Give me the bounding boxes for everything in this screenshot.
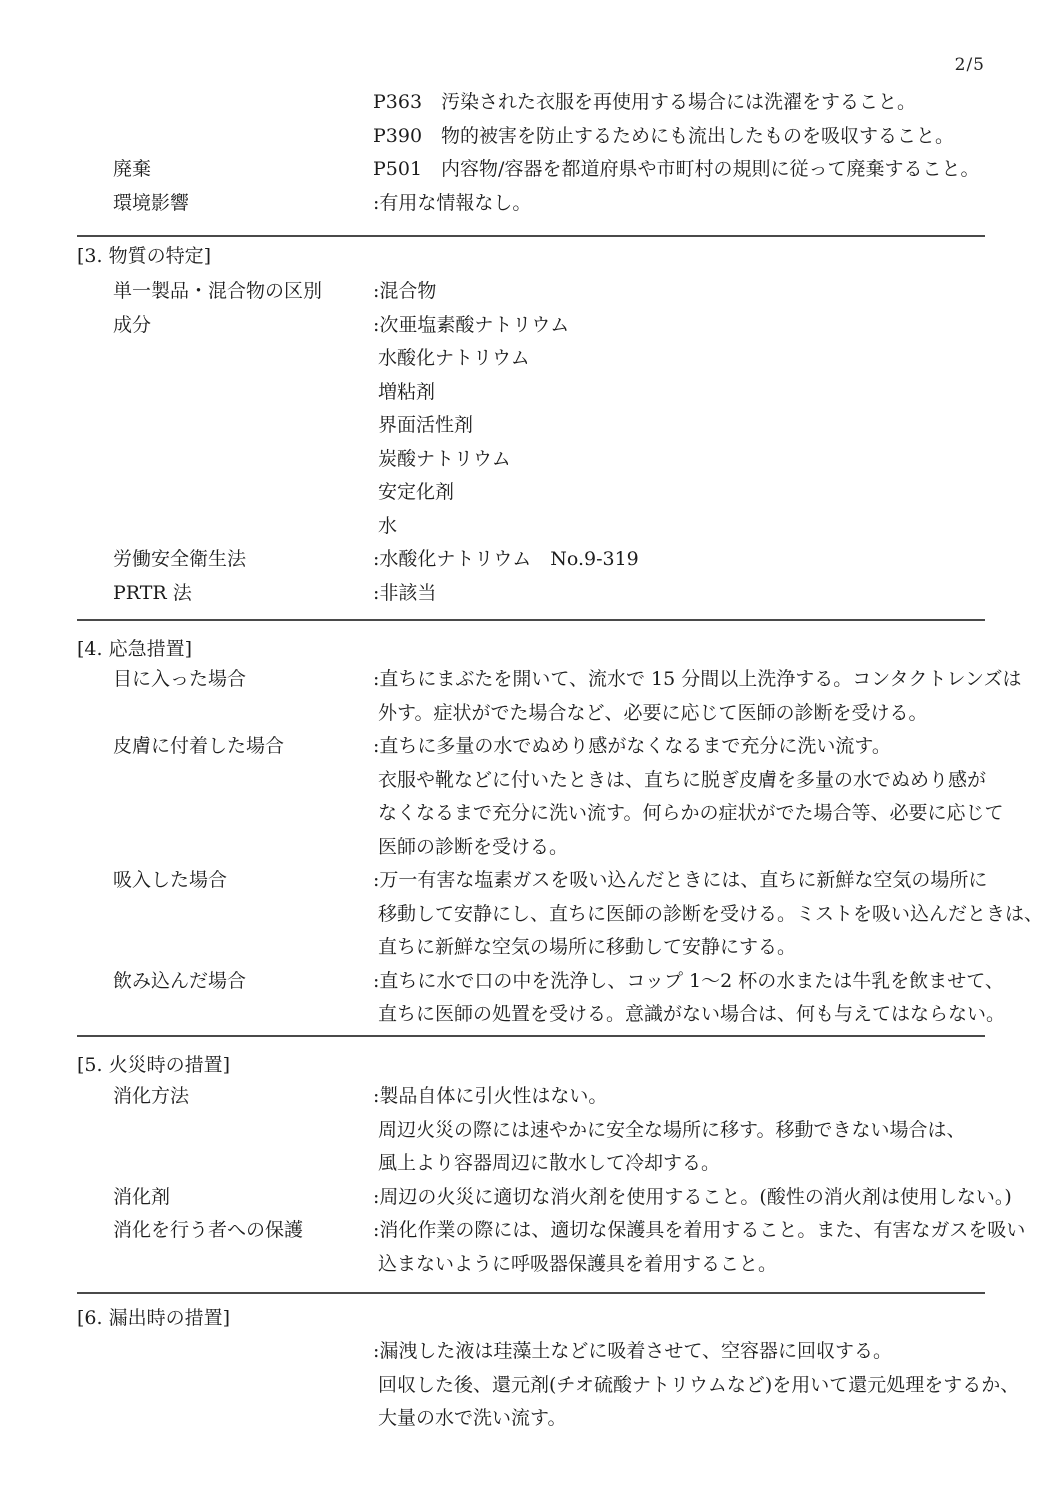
section-4-heading: [4. 応急措置] <box>77 638 192 660</box>
field-label <box>77 86 373 120</box>
section-divider <box>77 1035 985 1037</box>
field-value: :水酸化ナトリウム No.9-319 <box>373 548 639 570</box>
field-label: PRTR 法 <box>113 581 192 604</box>
field-label: 廃棄 <box>113 158 152 180</box>
field-value: 炭酸ナトリウム <box>378 447 511 470</box>
field-value: 安定化剤 <box>378 481 455 503</box>
field-row <box>77 577 1061 611</box>
field-value: 増粘剤 <box>378 380 436 403</box>
field-value: :非該当 <box>373 581 437 604</box>
field-row <box>77 864 1061 898</box>
field-row <box>77 443 1061 477</box>
page-number: 2/5 <box>954 55 985 75</box>
section-fire-fighting <box>77 1080 1061 1281</box>
section-first-aid <box>77 663 1061 1032</box>
field-label: 成分 <box>113 313 152 336</box>
field-value: 界面活性剤 <box>378 414 474 436</box>
field-value: :混合物 <box>373 280 437 302</box>
field-value: 移動して安静にし、直ちに医師の診断を受ける。ミストを吸い込んだときは、 <box>378 902 1044 925</box>
field-row <box>77 342 1061 376</box>
field-value: :有用な情報なし。 <box>373 191 532 214</box>
field-label: 消化方法 <box>113 1085 190 1107</box>
field-value: 水 <box>378 514 398 537</box>
field-row <box>77 1181 1061 1215</box>
field-row <box>77 510 1061 544</box>
field-value: 水酸化ナトリウム <box>378 347 530 369</box>
field-value: 直ちに医師の処置を受ける。意識がない場合は、何も与えてはならない。 <box>378 1003 1006 1025</box>
field-row <box>77 965 1061 999</box>
field-value: :漏洩した液は珪藻土などに吸着させて、空容器に回収する。 <box>373 1340 893 1362</box>
field-label: 環境影響 <box>113 191 190 214</box>
field-value: 回収した後、還元剤(チオ硫酸ナトリウムなど)を用いて還元処理をするか、 <box>378 1373 1020 1396</box>
section-3-heading: [3. 物質の特定] <box>77 245 211 267</box>
field-value: 風上より容器周辺に散水して冷却する。 <box>378 1152 721 1174</box>
field-row <box>77 1214 1061 1248</box>
field-row <box>77 764 1061 798</box>
field-row <box>77 86 1061 120</box>
field-value: :製品自体に引火性はない。 <box>373 1085 608 1107</box>
field-label: 吸入した場合 <box>113 869 228 891</box>
field-label: 単一製品・混合物の区別 <box>113 280 323 302</box>
field-row <box>77 797 1061 831</box>
section-substance-identification <box>77 275 1061 610</box>
field-value: 周辺火災の際には速やかに安全な場所に移す。移動できない場合は、 <box>378 1118 966 1141</box>
field-row <box>77 409 1061 443</box>
field-row <box>77 376 1061 410</box>
field-row <box>77 153 1061 187</box>
field-value: :万一有害な塩素ガスを吸い込んだときには、直ちに新鮮な空気の場所に <box>373 869 988 891</box>
field-label <box>77 1335 373 1369</box>
field-label: 消化を行う者への保護 <box>113 1219 304 1241</box>
field-value: 大量の水で洗い流す。 <box>378 1407 567 1429</box>
field-row <box>77 1080 1061 1114</box>
field-row <box>77 187 1061 221</box>
field-row <box>77 1114 1061 1148</box>
field-value: :直ちに多量の水でぬめり感がなくなるまで充分に洗い流す。 <box>373 735 891 757</box>
field-row <box>77 120 1061 154</box>
field-row <box>77 831 1061 865</box>
field-label <box>77 120 373 154</box>
section-precautions-tail <box>77 86 1061 220</box>
field-value: :消化作業の際には、適切な保護具を着用すること。また、有害なガスを吸い <box>373 1219 1026 1241</box>
field-value: 直ちに新鮮な空気の場所に移動して安静にする。 <box>378 936 797 958</box>
field-row <box>77 730 1061 764</box>
field-row <box>77 998 1061 1032</box>
field-value: :直ちに水で口の中を洗浄し、コップ 1～2 杯の水または牛乳を飲ませて、 <box>373 969 1004 992</box>
field-label: 皮膚に付着した場合 <box>113 735 285 757</box>
field-row <box>77 663 1061 697</box>
field-row <box>77 898 1061 932</box>
field-value: P501 内容物/容器を都道府県や市町村の規則に従って廃棄すること。 <box>373 158 980 180</box>
field-row <box>77 1402 1061 1436</box>
field-row <box>77 1248 1061 1282</box>
field-row <box>77 1147 1061 1181</box>
field-row <box>77 931 1061 965</box>
field-value: なくなるまで充分に洗い流す。何らかの症状がでた場合等、必要に応じて <box>378 802 1004 824</box>
field-value: :周辺の火災に適切な消火剤を使用すること。(酸性の消火剤は使用しない。) <box>373 1185 1012 1208</box>
section-divider <box>77 1292 985 1294</box>
field-label: 飲み込んだ場合 <box>113 969 247 992</box>
section-5-heading: [5. 火災時の措置] <box>77 1054 230 1076</box>
field-value: 医師の診断を受ける。 <box>378 835 569 858</box>
section-divider <box>77 235 985 237</box>
field-value: P363 汚染された衣服を再使用する場合には洗濯をすること。 <box>373 91 917 113</box>
section-divider <box>77 619 985 621</box>
field-row <box>77 476 1061 510</box>
field-value: :直ちにまぶたを開いて、流水で 15 分間以上洗浄する。コンタクトレンズは <box>373 668 1022 690</box>
field-row <box>77 309 1061 343</box>
field-row <box>77 1369 1061 1403</box>
field-row <box>77 275 1061 309</box>
section-accidental-release <box>77 1335 1061 1436</box>
field-value: :次亜塩素酸ナトリウム <box>373 313 570 336</box>
field-row <box>77 1335 1061 1369</box>
section-6-heading: [6. 漏出時の措置] <box>77 1307 230 1329</box>
field-value: 衣服や靴などに付いたときは、直ちに脱ぎ皮膚を多量の水でぬめり感が <box>378 768 987 791</box>
field-value: 込まないように呼吸器保護具を着用すること。 <box>378 1252 778 1275</box>
field-label: 消化剤 <box>113 1185 171 1208</box>
field-row <box>77 697 1061 731</box>
field-value: P390 物的被害を防止するためにも流出したものを吸収すること。 <box>373 124 955 147</box>
field-row <box>77 543 1061 577</box>
field-label: 目に入った場合 <box>113 668 247 690</box>
field-value: 外す。症状がでた場合など、必要に応じて医師の診断を受ける。 <box>378 701 928 724</box>
field-label: 労働安全衛生法 <box>113 548 247 570</box>
